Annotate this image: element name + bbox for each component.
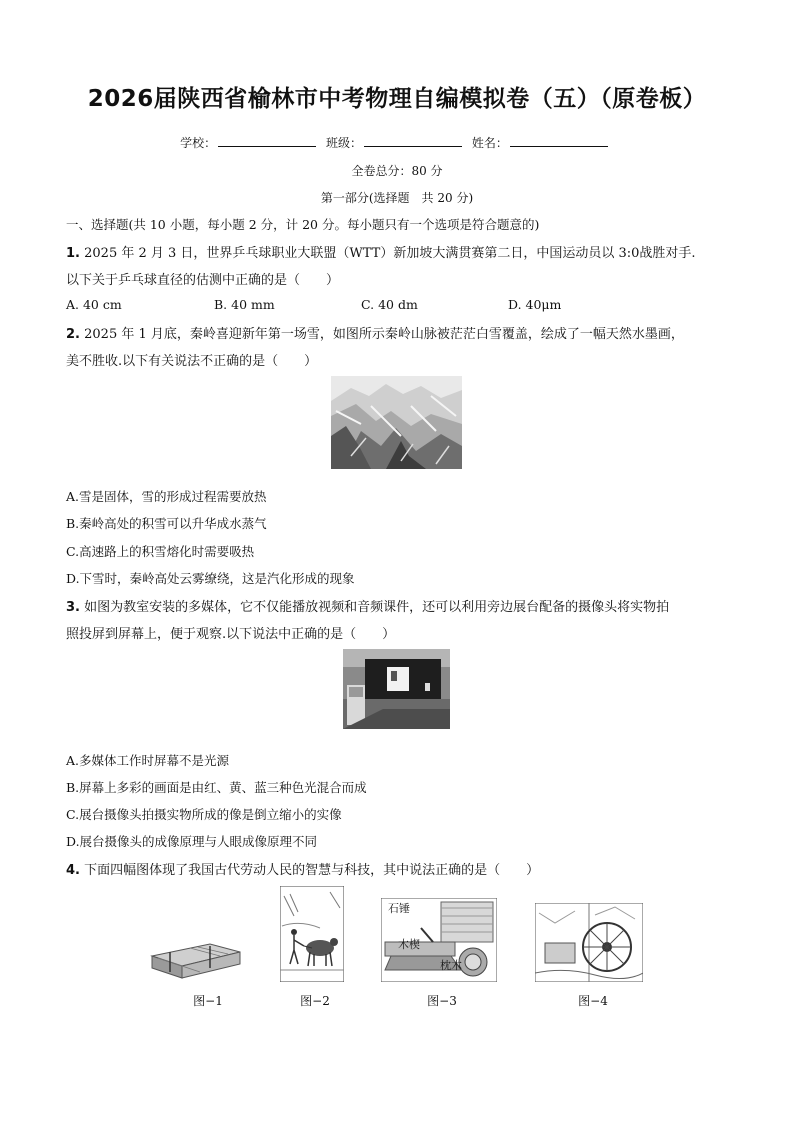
question-1-line-1: 1. 2025 年 2 月 3 日，世界乒乓球职业大联盟（WTT）新加坡大满贯赛第二日，中国运动员以 3:0战胜对手. xyxy=(66,246,696,261)
student-info-line xyxy=(0,134,794,151)
class-blank xyxy=(364,135,462,147)
question-2-option-b: B.秦岭高处的积雪可以升华成水蒸气 xyxy=(66,516,267,531)
question-3-line-1: 3. 如图为教室安装的多媒体，它不仅能播放视频和音频课件，还可以利用旁边展台配备的摄像头将实物拍 xyxy=(66,600,670,615)
figure-3-label-stone-hammer: 石锤 xyxy=(388,902,410,915)
figure-2-caption: 图−2 xyxy=(300,994,330,1008)
page-title: 2026届陕西省榆林市中考物理自编模拟卷（五）（原卷板） xyxy=(87,86,707,112)
question-1-option-a: A. 40 cm xyxy=(66,297,122,312)
figure-3-label-sleeper: 枕木 xyxy=(440,959,462,972)
question-2-option-a: A.雪是固体，雪的形成过程需要放热 xyxy=(66,489,267,504)
school-label: 学校： xyxy=(180,136,217,150)
part-one-heading: 第一部分(选择题 共 20 分) xyxy=(320,191,474,205)
figure-3-caption: 图−3 xyxy=(427,994,457,1008)
question-3-option-b: B.屏幕上多彩的画面是由红、黄、蓝三种色光混合而成 xyxy=(66,780,367,795)
question-4-line-1: 4. 下面四幅图体现了我国古代劳动人民的智慧与科技，其中说法正确的是（ ） xyxy=(66,863,540,878)
figure-2-ox-plowing-image xyxy=(280,886,344,982)
question-3-option-a: A.多媒体工作时屏幕不是光源 xyxy=(66,753,230,768)
name-blank xyxy=(510,135,608,147)
school-blank xyxy=(218,135,316,147)
question-1-line-2: 以下关于乒乓球直径的估测中正确的是（ ） xyxy=(66,273,340,288)
question-1-option-b: B. 40 mm xyxy=(214,297,275,312)
section-one-instructions: 一、选择题(共 10 小题，每小题 2 分，计 20 分。每小题只有一个选项是符合题意的) xyxy=(66,217,540,232)
figure-1-bamboo-slips-image xyxy=(150,938,242,982)
class-label: 班级： xyxy=(325,136,362,150)
figure-3-label-wooden-wedge: 木楔 xyxy=(398,938,420,951)
question-2-option-d: D.下雪时，秦岭高处云雾缭绕，这是汽化形成的现象 xyxy=(66,571,355,586)
question-1-option-d: D. 40μm xyxy=(508,297,562,312)
qinling-snow-mountain-image xyxy=(331,376,462,469)
question-3-option-c: C.展台摄像头拍摄实物所成的像是倒立缩小的实像 xyxy=(66,807,342,822)
question-2-option-c: C.高速路上的积雪熔化时需要吸热 xyxy=(66,544,255,559)
figure-1-caption: 图−1 xyxy=(193,994,223,1008)
question-3-option-d: D.展台摄像头的成像原理与人眼成像原理不同 xyxy=(66,834,318,849)
classroom-multimedia-image xyxy=(343,649,450,729)
question-2-line-2: 美不胜收.以下有关说法不正确的是（ ） xyxy=(66,354,318,369)
question-3-line-2: 照投屏到屏幕上，便于观察.以下说法中正确的是（ ） xyxy=(66,627,396,642)
total-score: 全卷总分：80 分 xyxy=(351,164,443,178)
figure-4-caption: 图−4 xyxy=(578,994,608,1008)
figure-4-waterwheel-image xyxy=(535,903,643,982)
question-1-option-c: C. 40 dm xyxy=(361,297,418,312)
question-2-line-1: 2. 2025 年 1 月底，秦岭喜迎新年第一场雪，如图所示秦岭山脉被茫茫白雪覆盖，绘成了一幅天然水墨画， xyxy=(66,327,684,342)
name-label: 姓名： xyxy=(471,136,508,150)
